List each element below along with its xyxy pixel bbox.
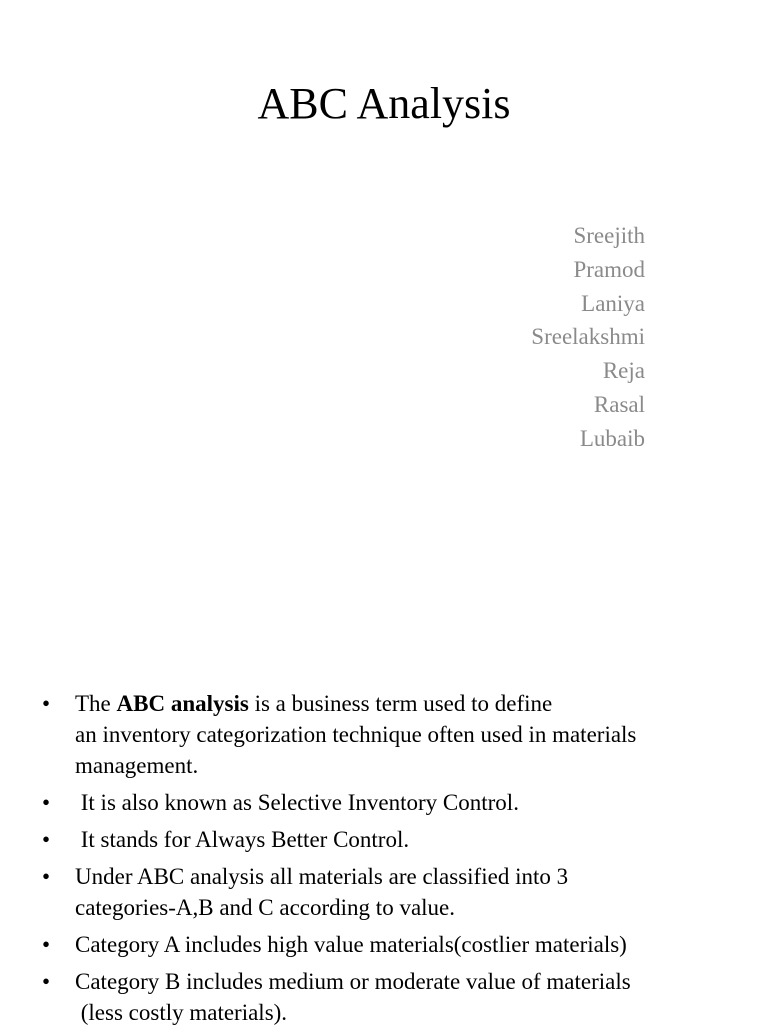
bullet-text: It is also known as Selective Inventory Control. <box>75 790 519 815</box>
bullet-text-line: Under ABC analysis all materials are classified into 3 <box>75 864 569 889</box>
bullet-icon: • <box>42 691 51 716</box>
bullet-icon: • <box>42 932 51 957</box>
bullet-item-classification <box>0 861 768 923</box>
bullet-text-line: management. <box>75 753 199 778</box>
bullet-list <box>0 688 768 1034</box>
bullet-text-post: is a business term used to define <box>248 691 553 716</box>
slide-title: ABC Analysis <box>257 79 511 128</box>
bullet-text-line: (less costly materials). <box>75 1000 288 1025</box>
author-name: Lubaib <box>579 425 645 451</box>
author-name: Rasal <box>593 391 645 417</box>
author-name: Sreelakshmi <box>531 324 645 350</box>
bullet-icon: • <box>42 827 51 852</box>
bullet-text-pre: The <box>75 691 117 716</box>
author-name: Laniya <box>581 290 645 316</box>
author-name: Reja <box>602 358 645 384</box>
bullet-item-category-b <box>0 966 768 1028</box>
author-name: Pramod <box>573 256 645 282</box>
bullet-icon: • <box>42 969 51 994</box>
author-list <box>531 219 645 456</box>
bullet-item-abc-definition <box>0 688 768 781</box>
bullet-icon: • <box>42 864 51 889</box>
bullet-text: It stands for Always Better Control. <box>75 827 410 852</box>
bullet-item-always-better-control <box>0 824 768 855</box>
author-name: Sreejith <box>573 223 645 248</box>
bullet-icon: • <box>42 790 51 815</box>
bullet-text-bold: ABC analysis <box>116 691 249 716</box>
bullet-text-line: an inventory categorization technique often used in materials <box>75 722 637 747</box>
bullet-text-line: categories-A,B and C according to value. <box>75 895 456 920</box>
bullet-item-category-a <box>0 929 768 960</box>
bullet-text-line: Category B includes medium or moderate value of materials <box>75 969 631 994</box>
bullet-text: Category A includes high value materials(costlier materials) <box>75 932 627 957</box>
bullet-item-selective-inventory <box>0 787 768 818</box>
